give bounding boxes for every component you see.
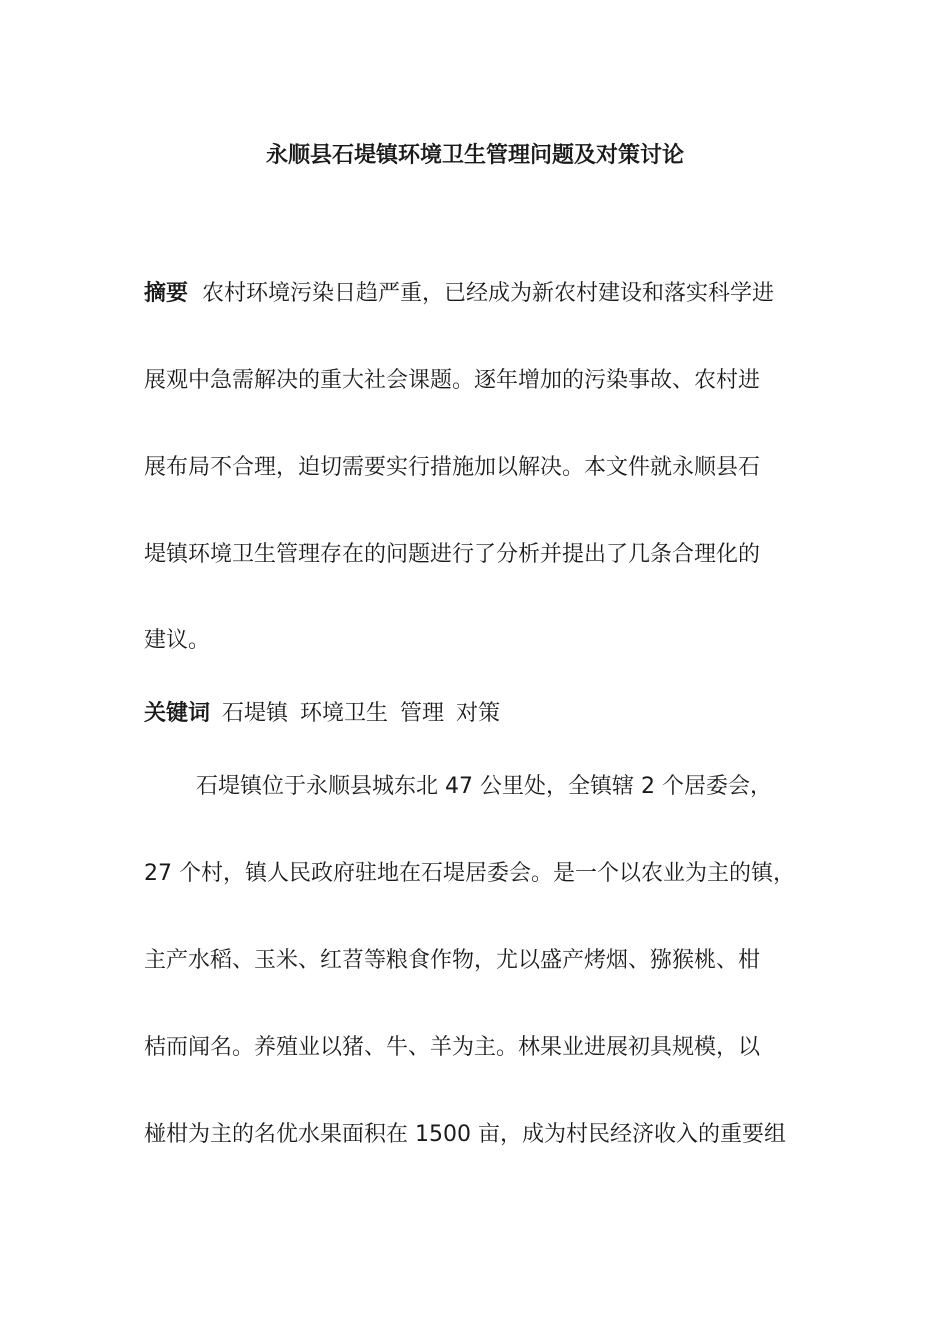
keyword-item: 对策 [456,701,501,726]
abstract-line-5: 建议。 [144,628,211,653]
keyword-item: 环境卫生 [300,701,389,726]
abstract-line-1 [144,279,774,309]
document-title: 永顺县石堤镇环境卫生管理问题及对策讨论 [265,143,684,168]
body-line-2: 27 个村，镇人民政府驻地在石堤居委会。是一个以农业为主的镇， [144,861,795,886]
keywords-line [144,699,500,729]
keywords-label: 关键词 [144,701,211,726]
keyword-item: 石堤镇 [222,701,289,726]
body-line-5: 椪柑为主的名优水果面积在 1500 亩，成为村民经济收入的重要组 [144,1122,786,1147]
body-line-3: 主产水稻、玉米、红苕等粮食作物，尤以盛产烤烟、猕猴桃、柑 [144,948,761,973]
body-line-1: 石堤镇位于永顺县城东北 47 公里处，全镇辖 2 个居委会， [196,774,772,799]
keyword-item: 管理 [400,701,445,726]
abstract-line-3: 展布局不合理，迫切需要实行措施加以解决。本文件就永顺县石 [144,455,761,480]
abstract-line-4: 堤镇环境卫生管理存在的问题进行了分析并提出了几条合理化的 [144,542,761,567]
body-line-4: 桔而闻名。养殖业以猪、牛、羊为主。林果业进展初具规模，以 [144,1035,761,1060]
abstract-line-2: 展观中急需解决的重大社会课题。逐年增加的污染事故、农村进 [144,368,761,393]
abstract-label: 摘要 [144,281,189,306]
abstract-text: 农村环境污染日趋严重，已经成为新农村建设和落实科学进 [202,281,775,306]
